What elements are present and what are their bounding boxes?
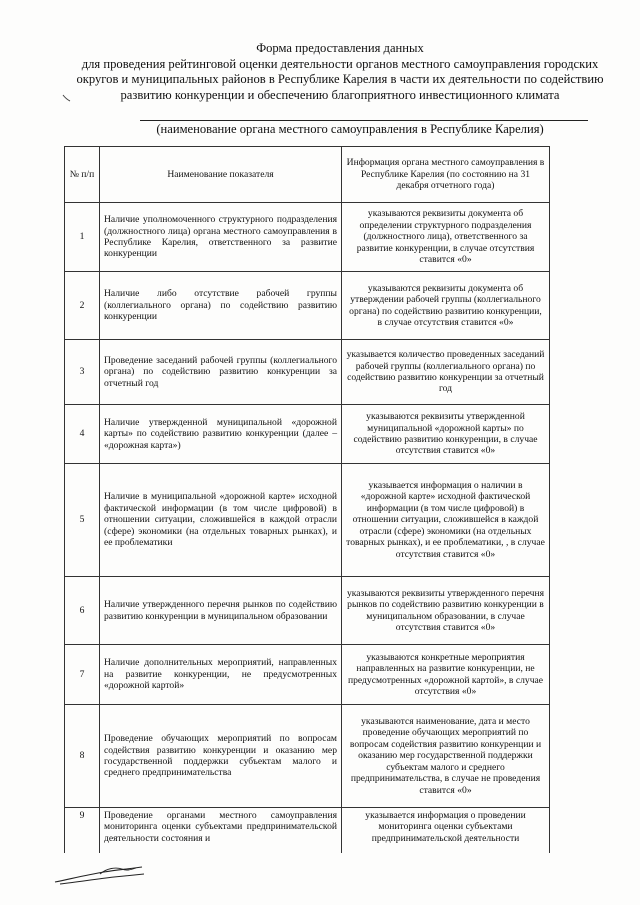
- row-number: 6: [65, 577, 100, 645]
- table-row: [65, 705, 550, 808]
- document-title: [60, 41, 620, 103]
- indicator-info: указываются конкретные мероприятия направленных на развитие конкуренции, не предусмотренных «дорожной картой», в случае отсутствия «0»: [342, 645, 550, 705]
- indicator-name: Наличие уполномоченного структурного подразделения (должностного лица) органа местного самоуправления в Республике Карелия, ответственного за развитие конкуренции: [100, 203, 342, 272]
- handwritten-signature: [52, 862, 152, 888]
- stray-pen-mark: [62, 93, 72, 103]
- table-row: [65, 340, 550, 405]
- indicator-info: указываются наименование, дата и место проведение обучающих мероприятий по вопросам содействия развитию конкуренции и оказанию мер государственной поддержки субъектам малого и среднего предпринимательства, в случае не проведения ставится «0»: [342, 705, 550, 808]
- row-number: 8: [65, 705, 100, 808]
- title-line-1: Форма предоставления данных: [256, 41, 424, 55]
- indicator-info: указываются реквизиты утвержденного перечня рынков по содействию развитию конкуренции в муниципальном образовании, в случае отсутствия ставится «0»: [342, 577, 550, 645]
- indicators-table: [64, 146, 550, 853]
- indicator-info: указываются реквизиты утвержденной муниципальной «дорожной карты» по содействию развитию конкуренции, в случае отсутствия ставится «0»: [342, 405, 550, 464]
- indicator-info: указываются реквизиты документа об определении структурного подразделения (должностного лица), ответственного за развитие конкуренции, в случае отсутствия ставится «0»: [342, 203, 550, 272]
- title-line-3: округов и муниципальных районов в Республике Карелия в части их деятельности по содействию: [76, 72, 604, 86]
- column-header-name: Наименование показателя: [100, 147, 342, 203]
- row-number: 7: [65, 645, 100, 705]
- title-line-4: развитию конкуренции и обеспечению благоприятного инвестиционного климата: [120, 87, 560, 102]
- table-row: [65, 808, 550, 853]
- table-row: [65, 405, 550, 464]
- row-number: 4: [65, 405, 100, 464]
- indicator-name: Наличие дополнительных мероприятий, направленных на развитие конкуренции, не предусмотренных «дорожной картой»: [100, 645, 342, 705]
- table-row: [65, 464, 550, 577]
- row-number: 1: [65, 203, 100, 272]
- table-row: [65, 645, 550, 705]
- indicator-info: указывается информация о проведении мониторинга оценки субъектами предпринимательской деятельности: [342, 808, 550, 853]
- table-header-row: [65, 147, 550, 203]
- row-number: 2: [65, 272, 100, 340]
- indicator-name: Наличие утвержденной муниципальной «дорожной карты» по содействию развитию конкуренции (далее – «дорожная карта»): [100, 405, 342, 464]
- indicator-name: Наличие в муниципальной «дорожной карте» исходной фактической информации (в том числе цифровой) в отношении ситуации, сложившейся в каждой отрасли (сфере) экономики (на отдельных товарных рынках), и ее проблематики: [100, 464, 342, 577]
- indicator-name: Проведение органами местного самоуправления мониторинга оценки субъектами предпринимательской деятельности состояния и: [100, 808, 342, 853]
- indicator-info: указывается информация о наличии в «дорожной карте» исходной фактической информации (в том числе цифровой) в отношении ситуации, сложившейся в каждой отрасли (сфере) экономики (на отдельных товарных рынках), и ее проблематики, , в случае отсутствия ставится «0»: [342, 464, 550, 577]
- column-header-num: № п/п: [65, 147, 100, 203]
- table-row: [65, 203, 550, 272]
- table-row: [65, 577, 550, 645]
- indicator-name: Проведение обучающих мероприятий по вопросам содействия развитию конкуренции и оказанию мер государственной поддержки субъектам малого и среднего предпринимательства: [100, 705, 342, 808]
- indicator-name: Проведение заседаний рабочей группы (коллегиального органа) по содействию развитию конкуренции за отчетный год: [100, 340, 342, 405]
- org-name-line: [140, 120, 588, 121]
- row-number: 3: [65, 340, 100, 405]
- indicator-info: указывается количество проведенных заседаний рабочей группы (коллегиального органа) по содействию развитию конкуренции за отчетный год: [342, 340, 550, 405]
- row-number: 5: [65, 464, 100, 577]
- indicator-info: указываются реквизиты документа об утверждении рабочей группы (коллегиального органа) по содействию развитию конкуренции, в случае отсутствия ставится «0»: [342, 272, 550, 340]
- indicator-name: Наличие либо отсутствие рабочей группы (коллегиального органа) по содействию развитию конкуренции: [100, 272, 342, 340]
- title-line-2: для проведения рейтинговой оценки деятельности органов местного самоуправления городских: [81, 56, 599, 71]
- row-number: 9: [65, 808, 100, 853]
- org-name-caption: (наименование органа местного самоуправления в Республике Карелия): [156, 122, 544, 136]
- indicator-name: Наличие утвержденного перечня рынков по содействию развитию конкуренции в муниципальном образовании: [100, 577, 342, 645]
- table-row: [65, 272, 550, 340]
- column-header-info: Информация органа местного самоуправления в Республике Карелия (по состоянию на 31 декабря отчетного года): [342, 147, 550, 203]
